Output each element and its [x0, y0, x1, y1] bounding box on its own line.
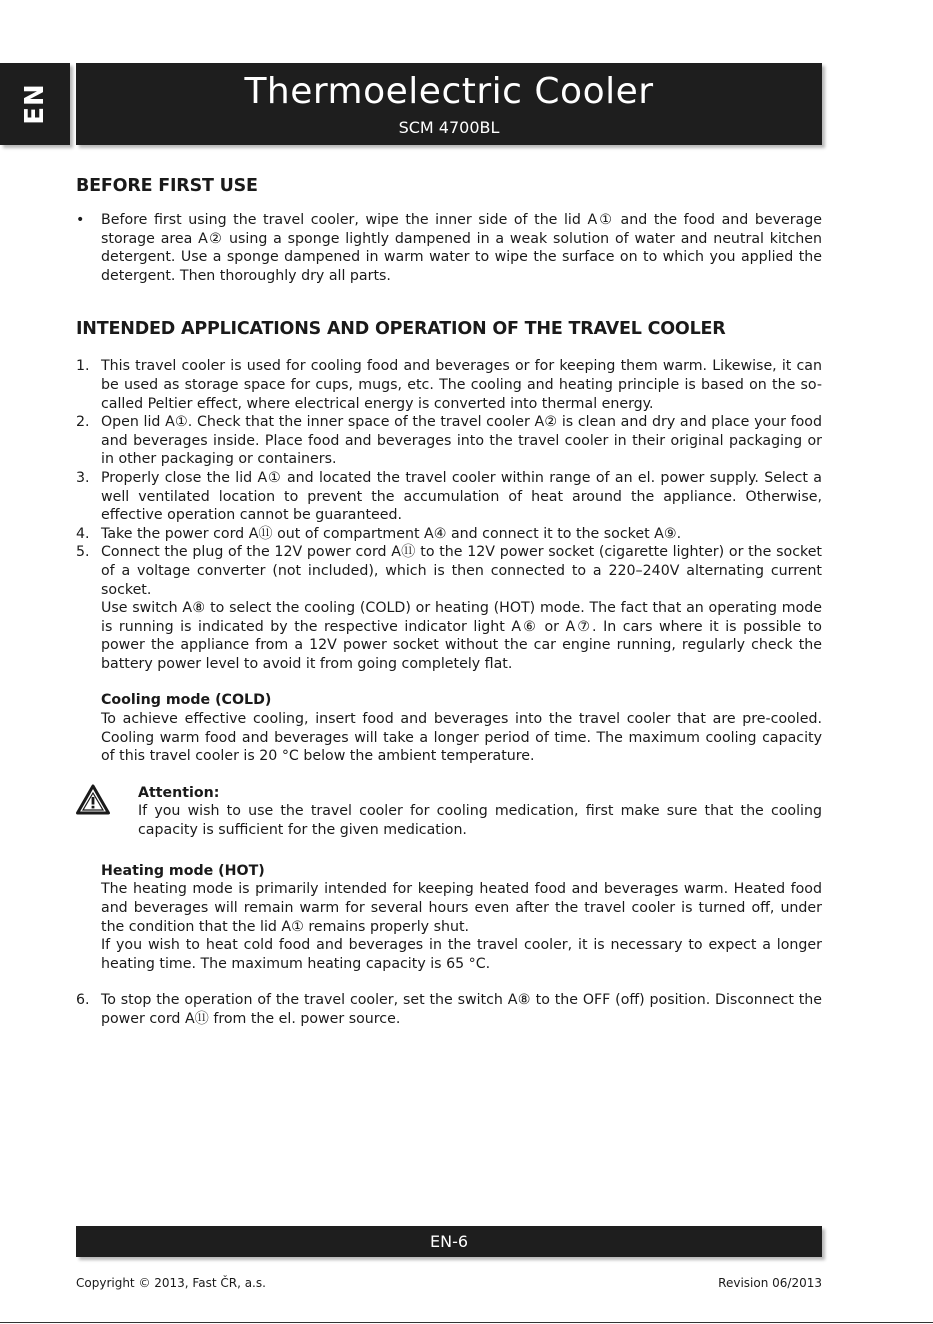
section-heading-before-first-use: BEFORE FIRST USE	[76, 176, 258, 196]
copyright-text: Copyright © 2013, Fast ČR, a.s.	[76, 1276, 266, 1290]
step-text: To stop the operation of the travel cooler, set the switch A⑧ to the OFF (off) position. Disconnect the power cord A⑪ from the el. power source.	[101, 992, 822, 1027]
operation-steps-list	[76, 357, 822, 1028]
list-item	[76, 525, 822, 544]
page-number-bar	[76, 1226, 822, 1257]
list-item	[76, 211, 822, 285]
document-title: Thermoelectric Cooler	[244, 71, 654, 112]
step-number: 1.	[76, 358, 90, 375]
heating-mode-heading: Heating mode (HOT)	[101, 862, 265, 879]
step-text: Properly close the lid A① and located the travel cooler within range of an el. power supply. Select a well ventilated location to prevent the accumulation of heat around the appliance. Otherwise, effective operation cannot be guaranteed.	[101, 469, 822, 524]
list-item	[76, 357, 822, 413]
page-number: EN-6	[429, 1232, 469, 1251]
revision-text: Revision 06/2013	[718, 1276, 822, 1290]
warning-triangle-icon	[76, 784, 110, 815]
step-5-mode-text: Use switch A⑧ to select the cooling (COLD) or heating (HOT) mode. The fact that an operating mode is running is indicated by the respective indicator light A⑥ or A⑦. In cars where it is possible to power the appliance from a 12V power socket without the car engine running, regularly check the battery power level to avoid it from going completely flat.	[101, 600, 822, 672]
model-number: SCM 4700BL	[398, 118, 500, 137]
list-item	[76, 413, 822, 469]
step-number: 4.	[76, 525, 90, 542]
language-label: EN	[20, 83, 50, 125]
heating-mode-text: The heating mode is primarily intended for keeping heated food and beverages warm. Heated food and beverages will remain warm for several hours even after the travel cooler is turned off, under the condition that the lid A① remains properly shut.	[101, 881, 822, 935]
list-item	[76, 469, 822, 525]
before-first-use-list	[76, 211, 822, 285]
step-text: Take the power cord A⑪ out of compartment A④ and connect it to the socket A⑨.	[101, 525, 682, 542]
cooling-mode-text: To achieve effective cooling, insert food and beverages into the travel cooler that are pre-cooled. Cooling warm food and beverages will take a longer period of time. The maximum cooling capacity of this travel cooler is 20 °C below the ambient temperature.	[101, 711, 822, 765]
attention-notice	[76, 784, 822, 844]
heating-mode-text-2: If you wish to heat cold food and beverages in the travel cooler, it is necessary to expect a longer heating time. The maximum heating capacity is 65 °C.	[101, 937, 822, 972]
language-tab	[0, 63, 70, 145]
attention-label: Attention:	[138, 784, 220, 801]
cooling-mode-heading: Cooling mode (COLD)	[101, 692, 272, 709]
attention-text: If you wish to use the travel cooler for cooling medication, first make sure that the cooling capacity is sufficient for the given medication.	[138, 803, 822, 839]
step-text: This travel cooler is used for cooling food and beverages or for keeping them warm. Likewise, it can be used as storage space for cups, mugs, etc. The cooling and heating principle is based on the so-called Peltier effect, where electrical energy is converted into thermal energy.	[101, 358, 822, 412]
section-heading-intended-applications: INTENDED APPLICATIONS AND OPERATION OF THE TRAVEL COOLER	[76, 319, 726, 340]
step-number: 3.	[76, 469, 90, 486]
list-item-text: Before first using the travel cooler, wipe the inner side of the lid A① and the food and beverage storage area A② using a sponge lightly dampened in a weak solution of water and neutral kitchen detergent. Use a sponge dampened in warm water to wipe the surface on to which you applied the detergent. Then thoroughly dry all parts.	[101, 212, 822, 284]
bullet-marker: •	[76, 212, 85, 228]
list-item	[76, 543, 822, 973]
main-content	[76, 172, 822, 1029]
bottom-divider	[0, 1322, 933, 1323]
step-text: Open lid A①. Check that the inner space of the travel cooler A② is clean and dry and place your food and beverages inside. Place food and beverages into the travel cooler in their original packaging or in other packaging or containers.	[101, 414, 822, 468]
title-bar	[76, 63, 822, 145]
step-number: 2.	[76, 414, 90, 431]
step-text: Connect the plug of the 12V power cord A⑪ to the 12V power socket (cigarette lighter) or the socket of a voltage converter (not included), which is then connected to a 220–240V alternating current socket.	[101, 544, 822, 598]
step-number: 5.	[76, 544, 90, 561]
step-number: 6.	[76, 992, 90, 1009]
list-item	[76, 991, 822, 1028]
